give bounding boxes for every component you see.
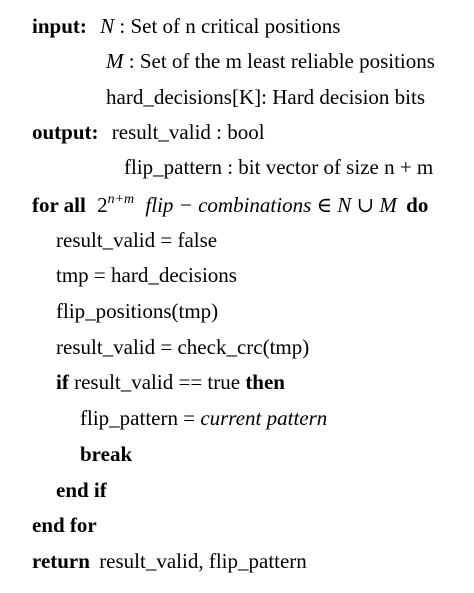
power-base: 2 <box>97 193 108 217</box>
do-keyword: do <box>406 193 429 217</box>
flip-pattern-decl: flip_pattern : bit vector of size n + m <box>124 155 434 179</box>
for-line <box>32 193 428 216</box>
n-symbol: N <box>100 14 115 38</box>
assignment-line <box>80 408 327 429</box>
power-exponent: n+m <box>107 192 135 207</box>
m-symbol: M <box>106 49 124 73</box>
then-keyword: then <box>245 370 285 394</box>
break-line: break <box>80 442 133 466</box>
if-line <box>56 372 285 393</box>
input-line <box>32 16 340 37</box>
if-condition: result_valid == true <box>74 370 241 394</box>
body-line-1: result_valid = false <box>56 228 218 252</box>
m-description: : Set of the m least reliable positions <box>128 49 435 73</box>
assignment-rhs: current pattern <box>200 406 328 430</box>
return-line <box>32 551 307 572</box>
end-for-line: end for <box>32 513 97 537</box>
assignment-lhs: flip_pattern = <box>80 406 201 430</box>
result-valid-decl: result_valid : bool <box>111 120 265 144</box>
end-if-line: end if <box>56 478 107 502</box>
hard-decisions-line: hard_decisions[K]: Hard decision bits <box>106 85 426 109</box>
if-keyword: if <box>56 370 69 394</box>
for-keyword: for all <box>32 193 86 217</box>
for-expression: flip − combinations ∈ N ∪ M <box>145 193 397 217</box>
output-line <box>32 122 265 143</box>
return-keyword: return <box>32 549 90 573</box>
n-description: : Set of n critical positions <box>119 14 341 38</box>
input-keyword: input: <box>32 14 87 38</box>
body-line-2: tmp = hard_decisions <box>56 263 237 287</box>
output-keyword: output: <box>32 120 99 144</box>
body-line-3: flip_positions(tmp) <box>56 299 219 323</box>
body-line-4: result_valid = check_crc(tmp) <box>56 335 310 359</box>
return-values: result_valid, flip_pattern <box>99 549 307 573</box>
m-line <box>106 51 435 72</box>
